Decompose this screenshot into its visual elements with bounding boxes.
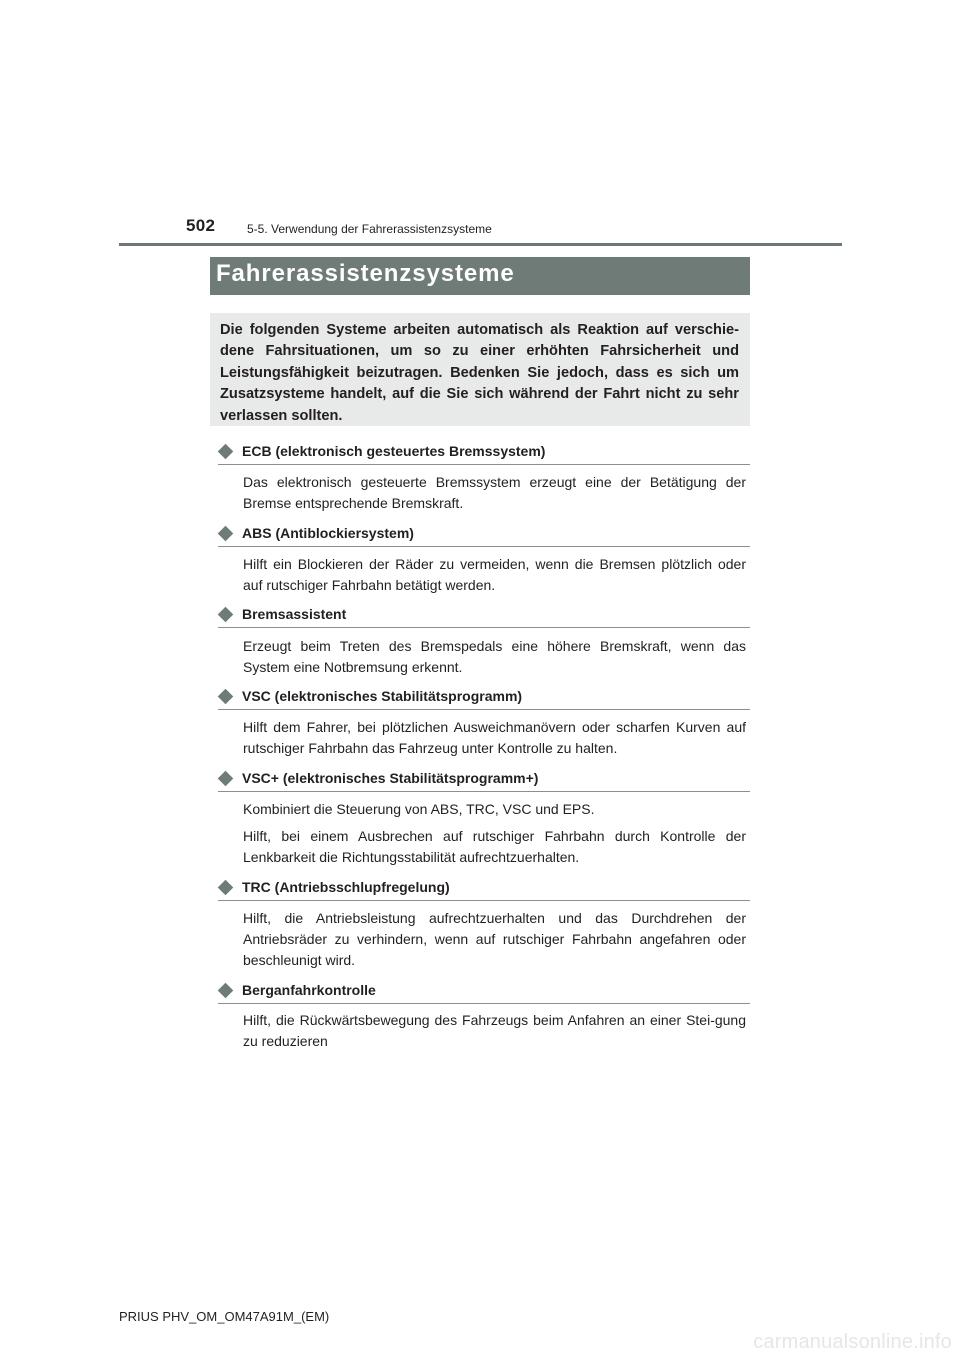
diamond-icon <box>218 983 234 999</box>
section-heading <box>218 688 750 708</box>
section-title: ABS (Antiblockiersystem) <box>242 525 414 541</box>
header-rule <box>119 243 842 246</box>
section-rule <box>218 627 750 628</box>
section-heading <box>218 770 750 790</box>
title-bar <box>210 257 750 295</box>
section-rule <box>218 464 750 465</box>
section-paragraph: Hilft, die Antriebsleistung aufrechtzuerhalten und das Durchdrehen der Antriebsräder zu verhindern, wenn auf rutschiger Fahrbahn angefahren oder beschleunigt wird. <box>243 910 746 968</box>
section-heading <box>218 606 750 626</box>
section-heading <box>218 525 750 545</box>
section-paragraph: Das elektronisch gesteuerte Bremssystem erzeugt eine der Betätigung der Bremse entsprechende Bremskraft. <box>243 474 746 511</box>
section-title: VSC (elektronisches Stabilitätsprogramm) <box>242 688 523 704</box>
section-rule <box>218 709 750 710</box>
watermark: carmanualsonline.info <box>753 1331 952 1353</box>
page-title: Fahrerassistenzsysteme <box>216 260 515 287</box>
diamond-icon <box>218 689 234 705</box>
section-heading <box>218 982 750 1002</box>
section-title: TRC (Antriebsschlupfregelung) <box>242 879 450 895</box>
diamond-icon <box>218 526 234 542</box>
section-title: VSC+ (elektronisches Stabilitätsprogramm+) <box>242 770 539 786</box>
section-rule <box>218 1003 750 1004</box>
footer-document-id: PRIUS PHV_OM_OM47A91M_(EM) <box>119 1309 330 1324</box>
page-number: 502 <box>186 216 216 235</box>
diamond-icon <box>218 771 234 787</box>
intro-box <box>210 313 750 426</box>
section-paragraph: Hilft dem Fahrer, bei plötzlichen Ausweichmanövern oder scharfen Kurven auf rutschiger Fahrbahn das Fahrzeug unter Kontrolle zu halten. <box>243 719 746 756</box>
section-paragraph: Erzeugt beim Treten des Bremspedals eine höhere Bremskraft, wenn das System eine Notbremsung erkennt. <box>243 638 746 675</box>
section-paragraph: Hilft, bei einem Ausbrechen auf rutschiger Fahrbahn durch Kontrolle der Lenkbarkeit die Richtungsstabilität aufrechtzuerhalten. <box>243 828 746 865</box>
section-title: Berganfahrkontrolle <box>242 982 376 998</box>
section-rule <box>218 546 750 547</box>
section-paragraph: Hilft, die Rückwärtsbewegung des Fahrzeugs beim Anfahren an einer Stei-gung zu reduzieren <box>243 1012 746 1049</box>
diamond-icon <box>218 607 234 623</box>
section-heading <box>218 879 750 899</box>
section-rule <box>218 900 750 901</box>
section-paragraph: Kombiniert die Steuerung von ABS, TRC, VSC und EPS. <box>243 801 595 817</box>
section-title: Bremsassistent <box>242 606 347 622</box>
diamond-icon <box>218 444 234 460</box>
section-heading <box>218 443 750 463</box>
diamond-icon <box>218 880 234 896</box>
section-rule <box>218 791 750 792</box>
intro-text: Die folgenden Systeme arbeiten automatisch als Reaktion auf verschie-dene Fahrsituationen, um so zu einer erhöhten Fahrsicherheit und Leistungsfähigkeit beizutragen. Bedenken Sie jedoch, dass es sich um Zusatzsysteme handelt, auf die Sie sich während der Fahrt nicht zu sehr verlassen sollten. <box>220 322 739 424</box>
header-section-title: 5-5. Verwendung der Fahrerassistenzsysteme <box>247 222 492 236</box>
section-title: ECB (elektronisch gesteuertes Bremssystem) <box>242 443 546 459</box>
section-paragraph: Hilft ein Blockieren der Räder zu vermeiden, wenn die Bremsen plötzlich oder auf rutschiger Fahrbahn betätigt werden. <box>243 556 746 593</box>
